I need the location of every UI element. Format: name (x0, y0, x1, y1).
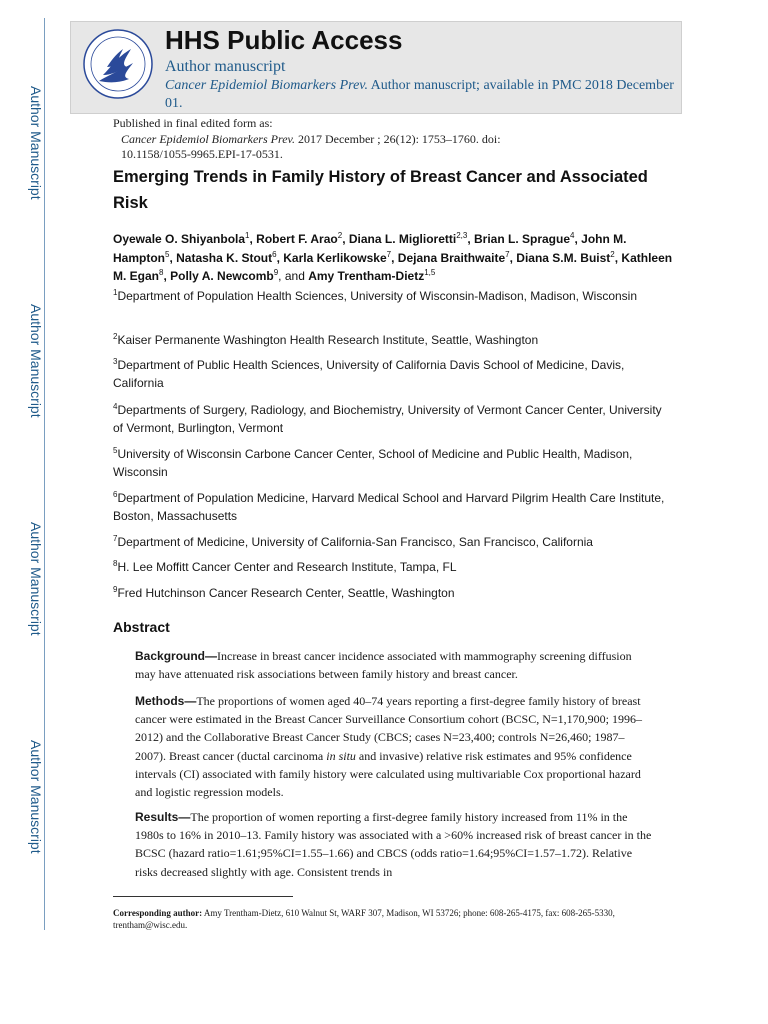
affiliation: $^7$Department of Medicine, University of California-San Francisco, San Francisco, California (113, 534, 593, 549)
affiliation-ref[interactable]: 2,3 (456, 231, 468, 240)
affiliation: $^8$H. Lee Moffitt Cancer Center and Research Institute, Tampa, FL (113, 559, 457, 574)
abstract-background: Background—Increase in breast cancer incidence associated with mammography screening diffusion may have attenuated risk associations between family history and breast cancer. (135, 649, 632, 682)
affiliation: $^3$Department of Public Health Sciences, University of California Davis School of Medicine, Davis, California (113, 357, 625, 390)
affiliation: $^4$Departments of Surgery, Radiology, and Biochemistry, University of Vermont Cancer Center, University of Vermont, Burlington, Vermont (113, 402, 662, 435)
margin-rule (44, 18, 45, 930)
author-name[interactable]: Diana L. Miglioretti (348, 232, 457, 246)
affiliation: $^9$Fred Hutchinson Cancer Research Center, Seattle, Washington (113, 585, 455, 600)
banner-journal[interactable]: Cancer Epidemiol Biomarkers Prev. (165, 78, 368, 93)
affiliation-ref[interactable]: 7 (505, 249, 510, 259)
side-label-author-manuscript: Author Manuscript (28, 522, 44, 636)
published-citation: Cancer Epidemiol Biomarkers Prev. 2017 December ; 26(12): 1753–1760. doi: (121, 131, 501, 146)
banner-citation (165, 77, 675, 113)
side-label-author-manuscript: Author Manuscript (28, 740, 44, 854)
section-lead: Background— (135, 649, 218, 663)
affiliation-ref[interactable]: 4 (570, 231, 575, 240)
abstract-heading: Abstract (113, 619, 170, 635)
affiliation-ref[interactable]: 1,5 (424, 268, 436, 277)
author-name[interactable]: Diana S.M. Buist (516, 250, 611, 265)
author-name[interactable]: John M. Hampton (113, 232, 627, 265)
affiliation: $^2$Kaiser Permanente Washington Health Research Institute, Seattle, Washington (113, 332, 539, 347)
author-name[interactable]: Amy Trentham-Dietz (308, 269, 425, 283)
author-conjunction: , and (278, 269, 309, 283)
corresponding-author-footnote: Corresponding author: Amy Trentham-Dietz, 610 Walnut St, WARF 307, Madison, WI 53726; phone: 608-265-4175, fax: 608-265-5330, trentham@wisc.edu. (113, 908, 615, 930)
affiliation-ref[interactable]: 7 (386, 249, 392, 259)
author-name[interactable]: Kathleen M. Egan (113, 250, 673, 283)
author-list: Oyewale O. Shiyanbola$^1$, Robert F. Arao$^2$, Diana L. Miglioretti$^{2,3}$, Brian L. Sprague$^4$, John M. Hampton$^5$, Natasha K. Stout$^6$, Karla Kerlikowske$^7$, Dejana Braithwaite$^7$, Diana S.M. Buist$^2$, Kathleen M. Egan$^8$, Polly A. Newcomb$^9$, and Amy Trentham-Dietz$^{1,5}$ (113, 231, 673, 283)
author-name[interactable]: Robert F. Arao (256, 232, 338, 246)
published-doi[interactable]: 10.1158/1055-9965.EPI-17-0531. (121, 147, 283, 161)
affiliation-ref[interactable]: 8 (159, 268, 164, 277)
author-name[interactable]: Natasha K. Stout (176, 250, 273, 265)
affiliation-ref[interactable]: 1 (245, 231, 250, 240)
banner-citation-text: Author manuscript; available in PMC 2018 December 01. (165, 78, 674, 111)
affiliation-ref[interactable]: 6 (272, 249, 277, 259)
banner-subtitle: Author manuscript (165, 58, 286, 75)
author-name[interactable]: Brian L. Sprague (474, 232, 571, 246)
abstract-results: Results—The proportion of women reporting a first-degree family history increased from 11% in the 1980s to 16% in 2010–13. Family history was associated with a >60% increased risk of breast cancer in the BCSC (hazard ratio=1.61;95%CI=1.55–1.66) and CBCS (odds ratio=1.64;95%CI=1.57–1.72). Relative risks decreased slightly with age. Consistent trends in (135, 810, 652, 879)
footnote-rule (113, 896, 293, 897)
published-info (113, 116, 673, 163)
author-name[interactable]: Polly A. Newcomb (170, 269, 274, 283)
hhs-banner (70, 21, 682, 114)
affiliation-ref[interactable]: 2 (337, 231, 343, 240)
author-name[interactable]: Dejana Braithwaite (397, 250, 506, 265)
side-label-author-manuscript: Author Manuscript (28, 86, 44, 200)
article-title: Emerging Trends in Family History of Breast Cancer and Associated Risk (113, 168, 648, 212)
affiliation-ref[interactable]: 9 (273, 268, 279, 277)
side-label-author-manuscript: Author Manuscript (28, 304, 44, 418)
affiliation: $^6$Department of Population Medicine, Harvard Medical School and Harvard Pilgrim Health Care Institute, Boston, Massachusetts (113, 490, 665, 523)
affiliation-ref[interactable]: 5 (165, 249, 170, 259)
banner-title: HHS Public Access (165, 25, 403, 55)
abstract-methods: Methods—The proportions of women aged 40–74 years reporting a first-degree family history of breast cancer were estimated in the Breast Cancer Surveillance Consortium cohort (BCSC, N=1,170,900; 1996–2012) and the Collaborative Breast Cancer Study (CBCS; cases N=23,400; controls N=26,460; 1987–2007). Breast cancer (ductal carcinoma in situ and invasive) relative risk estimates and 95% confidence intervals (CI) associated with family history were calculated using multivariable Cox proportional hazard and logistic regression models. (135, 694, 642, 800)
affiliation-ref[interactable]: 2 (610, 249, 615, 259)
author-name[interactable]: Karla Kerlikowske (283, 250, 387, 265)
author-name[interactable]: Oyewale O. Shiyanbola (113, 232, 246, 246)
hhs-seal-icon (81, 27, 155, 101)
section-lead: Results— (135, 810, 191, 824)
section-lead: Methods— (135, 694, 197, 708)
affiliation: $^5$University of Wisconsin Carbone Cancer Center, School of Medicine and Public Health, Madison, Wisconsin (113, 446, 633, 479)
published-label: Published in final edited form as: (113, 116, 273, 130)
affiliation: $^1$Department of Population Health Sciences, University of Wisconsin-Madison, Madison, Wisconsin (113, 288, 638, 303)
published-journal: Cancer Epidemiol Biomarkers Prev. (121, 131, 295, 146)
